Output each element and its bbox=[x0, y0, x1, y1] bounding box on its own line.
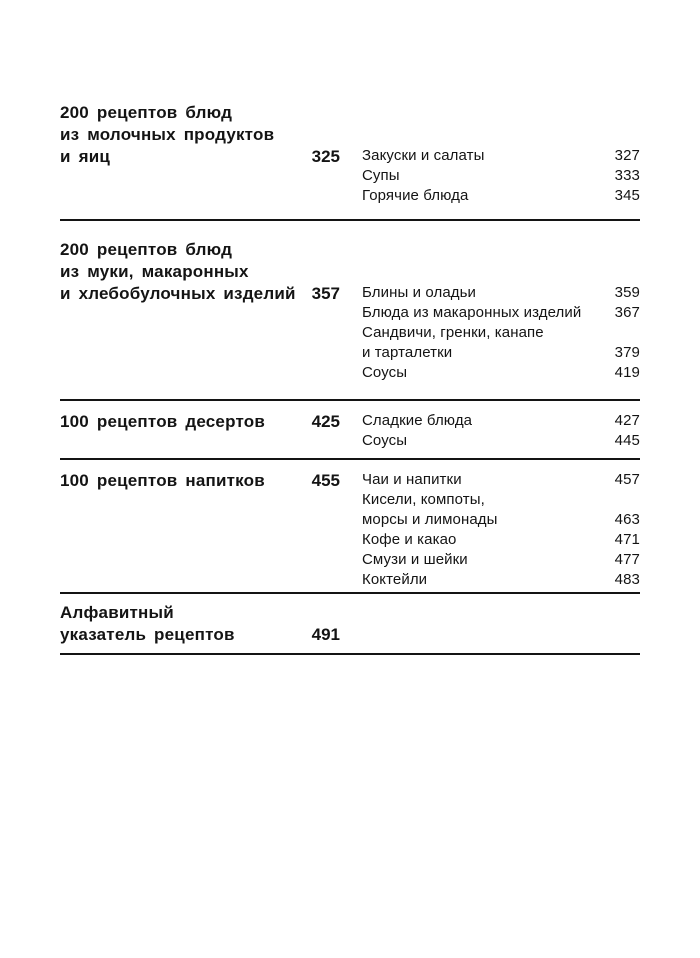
section-title-line: 100 рецептов десертов bbox=[60, 412, 265, 431]
section-title-line: 200 рецептов блюд bbox=[60, 103, 233, 122]
section-subentries bbox=[362, 602, 640, 603]
toc-item-page-number: 419 bbox=[614, 364, 640, 381]
toc-item-label-line: Закуски и салаты bbox=[362, 147, 485, 164]
toc-item-label-line: Чаи и напитки bbox=[362, 471, 462, 488]
section-title-line: и яиц bbox=[60, 147, 110, 166]
section-page-number: 325 bbox=[311, 147, 340, 166]
toc-item-label bbox=[362, 323, 544, 363]
toc-item-label-line: Кисели, компоты, bbox=[362, 491, 485, 508]
toc-item-label bbox=[362, 283, 476, 303]
toc-item-page-number: 327 bbox=[614, 147, 640, 164]
toc-item bbox=[362, 303, 640, 323]
toc-item-page-number: 483 bbox=[614, 571, 640, 588]
section-page-number: 357 bbox=[311, 284, 340, 303]
section-page-number: 425 bbox=[311, 412, 340, 431]
toc-item-label bbox=[362, 363, 407, 383]
toc-item-label bbox=[362, 431, 407, 451]
section-title bbox=[60, 602, 235, 646]
toc-item-page-number: 445 bbox=[614, 432, 640, 449]
toc-item bbox=[362, 550, 640, 570]
toc-item-label-line: Сандвичи, гренки, канапе bbox=[362, 324, 544, 341]
toc-item bbox=[362, 431, 640, 451]
toc-section-desserts bbox=[60, 401, 640, 460]
toc-item-label-line: Соусы bbox=[362, 364, 408, 381]
toc-item-page-number: 367 bbox=[614, 304, 640, 321]
section-title-block bbox=[60, 239, 340, 305]
toc-item bbox=[362, 570, 640, 590]
toc-item-label-line: морсы и лимонады bbox=[362, 511, 498, 528]
toc-item-label bbox=[362, 166, 400, 186]
section-title-line: Алфавитный bbox=[60, 603, 174, 622]
toc-item-page-number: 345 bbox=[614, 187, 640, 204]
section-title bbox=[60, 102, 274, 168]
toc-item bbox=[362, 490, 640, 530]
section-title-block bbox=[60, 470, 340, 492]
toc-item-label-line: Соусы bbox=[362, 432, 408, 449]
toc-item-label-line: Смузи и шейки bbox=[362, 551, 468, 568]
toc-item-page-number: 333 bbox=[614, 167, 640, 184]
toc-section-dairy-eggs bbox=[60, 96, 640, 221]
section-subentries bbox=[362, 411, 640, 451]
toc-item-label bbox=[362, 146, 484, 166]
section-subentries bbox=[362, 470, 640, 590]
toc-item bbox=[362, 411, 640, 431]
toc-section-alphabetical-index bbox=[60, 594, 640, 655]
toc-item-page-number: 379 bbox=[614, 344, 640, 361]
toc-item-label bbox=[362, 303, 581, 323]
section-title-line: и хлебобулочных изделий bbox=[60, 284, 296, 303]
toc-item-page-number: 427 bbox=[614, 412, 640, 429]
toc-item-label-line: Кофе и какао bbox=[362, 531, 457, 548]
toc-item bbox=[362, 363, 640, 383]
toc-item-label-line: и тарталетки bbox=[362, 344, 453, 361]
toc-section-flour-pasta-bread bbox=[60, 221, 640, 401]
toc-item-label bbox=[362, 470, 462, 490]
toc-item bbox=[362, 166, 640, 186]
toc-item-page-number: 471 bbox=[614, 531, 640, 548]
toc-item-page-number: 463 bbox=[614, 511, 640, 528]
toc-item bbox=[362, 323, 640, 363]
toc-item-label bbox=[362, 490, 498, 530]
section-title-line: указатель рецептов bbox=[60, 625, 235, 644]
toc-section-drinks bbox=[60, 460, 640, 594]
toc-item-label-line: Сладкие блюда bbox=[362, 412, 473, 429]
toc-item-label bbox=[362, 550, 468, 570]
toc-item-label-line: Супы bbox=[362, 167, 400, 184]
toc-item-page-number: 359 bbox=[614, 284, 640, 301]
toc-item-label-line: Коктейли bbox=[362, 571, 428, 588]
section-title-block bbox=[60, 102, 340, 168]
section-title-line: 200 рецептов блюд bbox=[60, 240, 233, 259]
toc-item bbox=[362, 186, 640, 206]
section-subentries bbox=[362, 146, 640, 206]
toc-item-label bbox=[362, 411, 472, 431]
toc-item-label-line: Горячие блюда bbox=[362, 187, 469, 204]
section-title-block bbox=[60, 411, 340, 433]
toc-item bbox=[362, 530, 640, 550]
toc-item bbox=[362, 470, 640, 490]
toc-item-label-line: Блюда из макаронных изделий bbox=[362, 304, 582, 321]
section-title-line: из муки, макаронных bbox=[60, 262, 249, 281]
section-subentries bbox=[362, 283, 640, 383]
section-title bbox=[60, 411, 265, 433]
toc-item-label bbox=[362, 186, 468, 206]
toc-item bbox=[362, 283, 640, 303]
section-title bbox=[60, 470, 265, 492]
section-title-block bbox=[60, 602, 340, 646]
section-title-line: из молочных продуктов bbox=[60, 125, 275, 144]
section-title bbox=[60, 239, 296, 305]
toc-item-label bbox=[362, 530, 457, 550]
toc-item-page-number: 477 bbox=[614, 551, 640, 568]
toc-item-label-line: Блины и оладьи bbox=[362, 284, 477, 301]
toc-item bbox=[362, 146, 640, 166]
section-page-number: 491 bbox=[311, 625, 340, 644]
section-title-line: 100 рецептов напитков bbox=[60, 471, 265, 490]
toc-item-label bbox=[362, 570, 427, 590]
toc-item-page-number: 457 bbox=[614, 471, 640, 488]
section-page-number: 455 bbox=[311, 471, 340, 490]
